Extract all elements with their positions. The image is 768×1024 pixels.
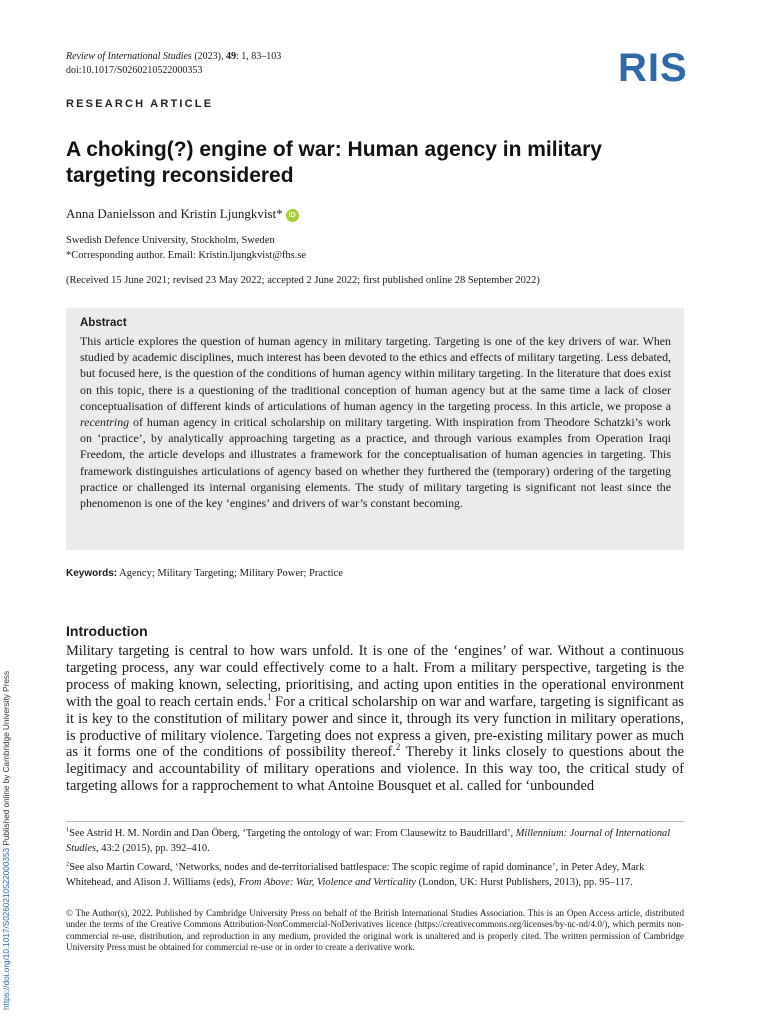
footnote-2-number: 2 [66, 860, 70, 868]
journal-doi[interactable]: doi:10.1017/S0260210522000353 [66, 65, 203, 76]
received-dates: (Received 15 June 2021; revised 23 May 2022; accepted 2 June 2022; first published online 28 September 2022) [66, 275, 540, 286]
abstract-text [80, 333, 671, 511]
orcid-icon[interactable]: iD [286, 209, 299, 222]
footnote-2-text-a: See also Martin Coward, ‘Networks, nodes and de-territorialised battlespace: The scopic regime of rapid dominance’, in Peter Adey, Mark Whitehead, and Alison J. Williams (eds), [66, 862, 645, 888]
affiliation-block [66, 233, 306, 263]
footnote-2-text-b: (London, UK: Hurst Publishers, 2013), pp. 95–117. [416, 876, 633, 888]
authors[interactable]: Anna Danielsson and Kristin Ljungkvist* [66, 206, 283, 221]
journal-year: (2023), [191, 51, 226, 62]
corresponding-author: *Corresponding author. Email: Kristin.ljungkvist@fhs.se [66, 250, 307, 261]
abstract-box [66, 308, 684, 550]
side-doi-link[interactable]: https://doi.org/10.1017/S0260210522000353 [2, 847, 11, 1010]
journal-citation [66, 50, 281, 78]
affiliation: Swedish Defence University, Stockholm, Sweden [66, 235, 275, 246]
footnote-1 [66, 827, 684, 856]
article-type: RESEARCH ARTICLE [66, 98, 214, 110]
footnote-1-text-b: , 43:2 (2015), pp. 392–410. [96, 842, 210, 854]
footnote-1-number: 1 [66, 826, 70, 834]
journal-logo: RIS [618, 46, 688, 90]
journal-issue-pages: : 1, 83–103 [235, 51, 282, 62]
side-doi-banner [2, 628, 11, 1010]
footnote-1-journal: Millennium: Journal of International Studies [66, 828, 671, 854]
abstract-emphasis: recentring [80, 415, 130, 430]
footnote-ref-2[interactable]: 2 [395, 742, 401, 753]
intro-text-2: For a critical scholarship on war and warfare, targeting is significant as it is key to the constitution of military power and since it, through its very function in military operations, is productive of military violence. Targeting does not express a given, pre-existing military power as much as it forms one of the conditions of possibility thereof. [66, 693, 684, 761]
abstract-part-b: of human agency in critical scholarship on military targeting. With inspiration from Theodore Schatzki’s work on ‘practice’, by analytically approaching targeting as a practice, and through various examples from Operation Iraqi Freedom, the article develops and illustrates a framework for the conceptualisation of human agencies in targeting. This framework distinguishes articulations of agency based on whether they furthered the (temporary) ordering of the targeting practice or challenged its internal organising elements. The study of military targeting is significant not least since the phenomenon is one of the key ‘engines’ and drivers of war’s constant becoming. [80, 415, 671, 511]
keywords-list: Agency; Military Targeting; Military Power; Practice [117, 568, 343, 579]
keywords-label: Keywords: [66, 568, 118, 579]
intro-text-1: Military targeting is central to how wars unfold. It is one of the ‘engines’ of war. Without a continuous targeting process, any war could effectively come to a halt. From a military perspective, targeting is the process of making known, selecting, prioritising, and acting upon entities in the operational environment with the goal to reach certain ends. [66, 643, 684, 710]
section-heading-introduction: Introduction [66, 623, 148, 639]
footnote-ref-1[interactable]: 1 [267, 691, 272, 702]
footnote-1-text-a: See Astrid H. M. Nordin and Dan Öberg, ‘Targeting the ontology of war: From Clausewitz to Baudrillard’, [69, 828, 516, 839]
side-publisher-text: Published online by Cambridge University Press [2, 670, 11, 848]
article-title: A choking(?) engine of war: Human agency in military targeting reconsidered [66, 138, 602, 187]
abstract-part-a: This article explores the question of human agency in military targeting. Targeting is one of the key drivers of war. When studied by academic disciplines, much interest has been devoted to the ethics and effects of military targeting. Less debated, but focused here, is the question of the conditions of human agency within military targeting. In the literature that does exist on this topic, there is a questioning of the traditional conception of human agency but at the same time a lack of closer conceptualisation of different kinds of articulations of human agency in the targeting process. In this article, we propose a [80, 334, 671, 413]
footnote-divider [66, 821, 684, 822]
footnote-2 [66, 861, 684, 890]
keywords [66, 567, 343, 581]
abstract-heading: Abstract [80, 317, 127, 329]
introduction-paragraph [66, 643, 684, 795]
footnote-2-book: From Above: War, Violence and Verticality [238, 876, 417, 888]
intro-text-3: Thereby it links closely to questions about the legitimacy and accountability of military operations and violence. In this way too, the critical study of targeting allows for a rapprochement to what Antoine Bousquet et al. called for ‘unbounded [66, 744, 684, 795]
journal-name: Review of International Studies [66, 51, 192, 62]
license-statement: © The Author(s), 2022. Published by Cambridge University Press on behalf of the British International Studies Association. This is an Open Access article, distributed under the terms of the Creative Commons Attribution-NonCommercial-NoDerivatives licence (https://creativecommons.org/licenses/by-nc-nd/4.0/), which permits non-commercial re-use, distribution, and reproduction in any medium, provided the original work is unaltered and is properly cited. The written permission of Cambridge University Press must be obtained for commercial re-use or in order to create a derivative work. [66, 908, 684, 953]
journal-volume: 49 [225, 51, 236, 62]
author-line [66, 206, 299, 222]
